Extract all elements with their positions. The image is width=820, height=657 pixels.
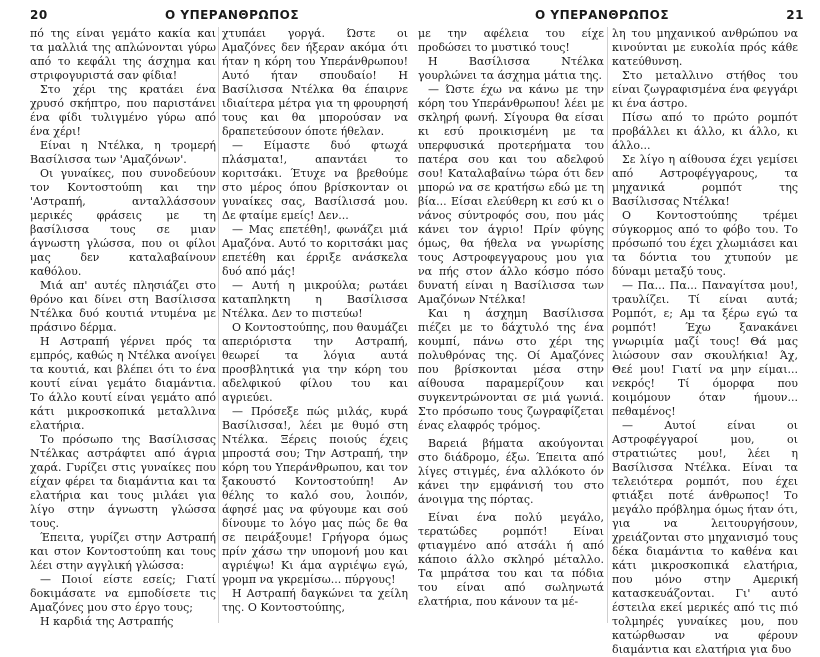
column-rule-right <box>607 27 608 623</box>
left-page-column-1 <box>30 27 216 628</box>
paragraph: — Μας επετέθη!, φωνάζει μιά Αμαζόνα. Αυτό το κοριτσάκι μας επετέθη και έρριξε ανάσκελα δυό από μάς! <box>222 223 408 278</box>
left-page-header <box>30 8 414 26</box>
paragraph: Οι γυναίκες, που συνοδεύουν τον Κοντοστούπη και την 'Αστραπή, ανταλλάσσουν μερικές φράσεις με τη βασίλισσα τους σε μιαν άγνωστη γλώσσα, που οι φίλοι μας δεν καταλαβαίνουν καθόλου. <box>30 167 216 278</box>
paragraph: — Ώστε έχω να κάνω με την κόρη του Υπεράνθρωπου! λέει με σκληρή φωνή. Σίγουρα θα είσαι κι εσύ προικισμένη με τα υπερφυσικά προτερήματα του πατέρα σου και του αδελφού σου! Καταλαβαίνω τώρα ότι δεν μπορώ να σε κρατήσω εδώ με τη βία... Είσαι ελεύθερη κι εσύ κι ο νάνος σύντροφός σου, που μάς κάνει τον άγριο! Πρίν φύγης όμως, θα ήθελα να γνωρίσης τους Αστροφεγγαρους μου για να πής στον άλλο κόσμο πόσο δυνατή είναι η Βασίλισσα των Αμαζόνων Ντέλκα! <box>418 83 604 306</box>
paragraph: Η Αστραπή γέρνει πρός τα εμπρός, καθώς η Ντέλκα ανοίγει τα κουτιά, και βλέπει ότι το ένα κουτί είναι γεμάτο διαμάντια. Το άλλο κουτί είναι γεμάτο από κάτι μικροσκοπικά μεταλλινα ελατήρια. <box>30 335 216 432</box>
paragraph: — Ποιοί είστε εσείς; Γιατί δοκιμάσατε να εμποδίσετε τις Αμαζόνες μου στο έργο τους; <box>30 573 216 614</box>
paragraph: Και η άσχημη Βασίλισσα πιέζει με το δάχτυλό της ένα κουμπί, πάνω στο χέρι της πολυθρόνας της. Οί Αμαζόνες που βρίσκονται μέσα στην αίθουσα παραμερίζουν και συγκεντρώνονται σε μιά γωνιά. Στο πρόσωπο τους ζωγραφίζεται ένας ελαφρός τρόμος. <box>418 307 604 432</box>
paragraph: Έπειτα, γυρίζει στην Αστραπή και στον Κοντοστούπη και τους λέει στην αγγλική γλώσσα: <box>30 531 216 572</box>
paragraph: — Αυτή η μικρούλα; ρωτάει καταπληκτη η Βασίλισσα Ντέλκα. Δεν το πιστεύω! <box>222 279 408 320</box>
paragraph: Είναι η Ντέλκα, η τρομερή Βασίλισσα των 'Αμαζόνων'. <box>30 139 216 166</box>
paragraph: Ο Κοντοστούπης τρέμει σύγκορμος από το φόβο του. Το πρόσωπό του έχει χλωμιάσει και τα δόντια του χτυπούν με δύναμι μεταξύ τους. <box>612 209 798 278</box>
right-page-header <box>420 8 804 26</box>
paragraph: — Πα... Πα... Παναγίτσα μου!, τραυλίζει. Τί είναι αυτά; Ρομπότ, ε; Αμ τα ξέρω εγώ τα ρομπότ! Έχω ξανακάνει γνωριμία μαζί τους! Θά μας λιώσουν σαν σκουλήκια! Άχ, Θεέ μου! Γιατί να μην είμαι... νεκρός! Τί όμορφα που κοιμόμουν όταν ήμουν... πεθαμένος! <box>612 279 798 418</box>
column-rule-left <box>218 27 219 623</box>
right-page-number: 21 <box>786 8 804 22</box>
paragraph: Η καρδιά της Αστραπής <box>40 615 174 628</box>
right-page-column-2 <box>612 27 798 656</box>
paragraph: Πίσω από το πρώτο ρομπότ προβάλλει κι άλλο, κι άλλο, κι άλλο... <box>612 111 798 152</box>
left-running-title: Ο ΥΠΕΡΑΝΘΡΩΠΟΣ <box>165 8 300 22</box>
paragraph: Ο Κοντοστούπης, που θαυμάζει απεριόριστα την Αστραπή, θεωρεί τα λόγια αυτά προσβλητικά για την κόρη του αδελφικού φίλου του και αγριεύει. <box>222 321 408 404</box>
paragraph: Είναι ένα πολύ μεγάλο, τερατώδες ρομπότ! Είναι φτιαγμένο από ατσάλι ή από κάποιο άλλο σκληρό μέταλλο. Τα μπράτσα του και τα πόδια του είναι από σωληνωτά ελατήρια, που κάνουν τα μέ- <box>418 511 604 608</box>
paragraph: — Αυτοί είναι οι Αστροφέγγαροί μου, οι στρατιώτες μου!, λέει η Βασίλισσα Ντέλκα. Είναι τα τελειότερα ρομπότ, που έχει φτιάξει ποτέ άνθρωπος! Το μεγάλο πρόβλημα όμως ήταν ότι, για να λειτουργήσουν, χρειάζονται στο μηχανισμό τους δέκα διαμάντια το καθένα και κάτι μικροσκοπικά ελατήρια, που μόνο στην Αμερική κατασκευάζονται. Γι' αυτό έστειλα εκεί μερικές από τις πιό τολμηρές γυναίκες μου, που κατώρθωσαν να φέρουν διαμάντια και ελατήρια για δυο <box>612 419 798 656</box>
paragraph: — Είμαστε δυό φτωχά πλάσματα!, απαντάει το κοριτσάκι. Έτυχε να βρεθούμε στο μέρος όπου βρίσκονταν οι γυναίκες σας, Βασίλισσά μου. Δε φταίμε εμείς! Δεν... <box>222 139 408 222</box>
right-page-column-1 <box>418 27 604 625</box>
left-page-column-2 <box>222 27 408 625</box>
paragraph: Η Βασίλισσα Ντέλκα γουρλώνει τα άσχημα μάτια της. <box>418 55 604 82</box>
paragraph: χτυπάει γοργά. Ώστε οι Αμαζόνες δεν ήξεραν ακόμα ότι ήταν η κόρη του Υπεράνθρωπου! Αυτό ήταν σπουδαίο! Η Βασίλισσα Ντέλκα θα έπαιρνε ιδιαίτερα μέτρα για τη φρουρησή τους και θα μπορούσαν να δραπετεύσουν όποτε ήθελαν. <box>222 27 408 138</box>
paragraph: Σε λίγο η αίθουσα έχει γεμίσει από Αστροφέγγαρους, τα μηχανικά ρομπότ της Βασίλισσας Ντέλκα! <box>612 153 798 208</box>
paragraph: — Πρόσεξε πώς μιλάς, κυρά Βασίλισσα!, λέει με θυμό στη Ντέλκα. Ξέρεις ποιούς έχεις μπροστά σου; Την Αστραπή, την κόρη του Υπεράνθρωπου, και τον ξακουστό Κοντοστούπη! Αν θέλης το καλό σου, λοιπόν, άφησέ μας να φύγουμε και σού δίνουμε το λόγο μας πώς δε θα σε πειράξουμε! Γρήγορα όμως πρίν χάσω την υπομονή μου και αγριέψω! Κι άμα αγριέψω εγώ, γρομπ να γκρεμίσω... πύργους! <box>222 405 408 586</box>
paragraph: με την αφέλεια του είχε προδώσει το μυστικό τους! <box>418 27 604 54</box>
paragraph: Η Αστραπή δαγκώνει τα χείλη της. Ο Κοντοστούπης, <box>222 587 408 614</box>
paragraph: πό της είναι γεμάτο κακία και τα μαλλιά της απλώνονται γύρω από το κεφάλι της άσχημα και στριφογυριστά σαν φίδια! <box>30 27 216 82</box>
left-page-number: 20 <box>30 8 48 22</box>
right-running-title: Ο ΥΠΕΡΑΝΘΡΩΠΟΣ <box>535 8 670 22</box>
paragraph: Βαρειά βήματα ακούγονται στο διάδρομο, έξω. Έπειτα από λίγες στιγμές, ένα αλλόκοτο όν κάνει την εμφάνισή του στο άνοιγμα της πόρτας. <box>418 437 604 506</box>
paragraph: λη του μηχανικού ανθρώπου να κινούνται με ευκολία πρός κάθε κατεύθυνση. <box>612 27 798 68</box>
paragraph: Στο χέρι της κρατάει ένα χρυσό σκήπτρο, που παριστάνει ένα φίδι τυλιγμένο γύρω από ένα χέρι! <box>30 83 216 138</box>
paragraph: Στο μεταλλινο στήθος του είναι ζωγραφισμένα ένα φεγγάρι κι ένα άστρο. <box>612 69 798 110</box>
paragraph: Το πρόσωπο της Βασίλισσας Ντέλκας αστράφτει από άγρια χαρά. Γυρίζει στις γυναίκες που είχαν φέρει τα διαμάντια και τα ελατήρια και τους μιλάει για λίγο στην άγνωστη γλώσσα τους. <box>30 433 216 530</box>
paragraph: Μιά απ' αυτές πλησιάζει στο θρόνο και δίνει στη Βασίλισσα Ντέλκα δυό κουτιά ντυμένα με πράσινο δέρμα. <box>30 279 216 334</box>
